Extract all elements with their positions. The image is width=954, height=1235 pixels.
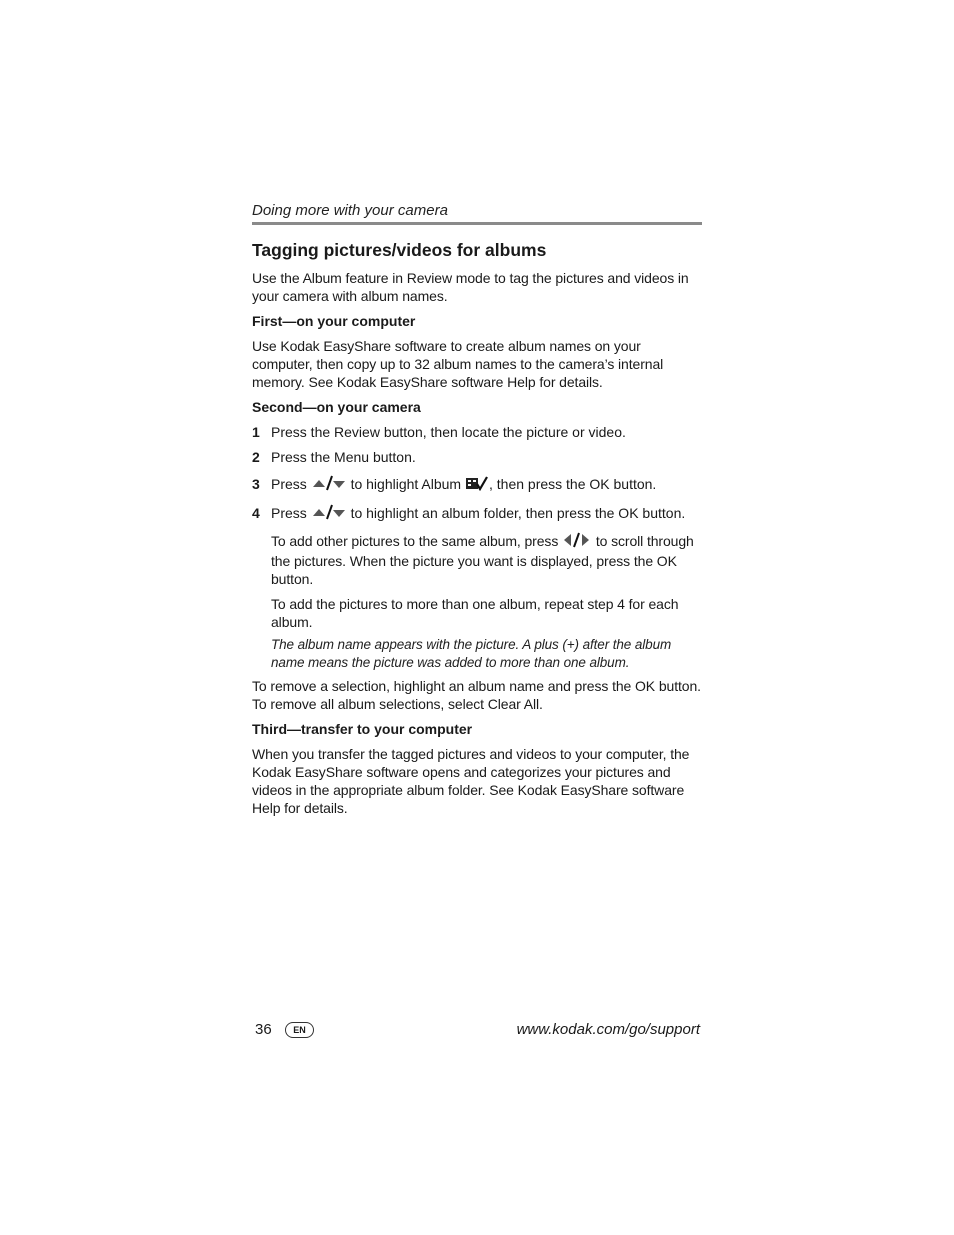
second-heading: Second—on your camera [252, 399, 421, 415]
first-heading: First—on your computer [252, 313, 416, 329]
step-4-sub-1 [252, 532, 704, 588]
support-url[interactable]: www.kodak.com/go/support [516, 1021, 700, 1038]
header-rule [252, 222, 702, 225]
section-title: Tagging pictures/videos for albums [252, 240, 547, 260]
third-heading: Third—transfer to your computer [252, 720, 473, 737]
running-head: Doing more with your camera [252, 202, 448, 219]
intro-paragraph: Use the Album feature in Review mode to tag the pictures and videos in your camera with album names. [252, 270, 689, 304]
step-4-note [252, 636, 704, 672]
sub-text-post: to scroll through the pictures. When the picture you want is displayed, press the OK button. [271, 532, 694, 587]
step-number: 3 [252, 476, 260, 492]
step-number: 4 [252, 504, 260, 521]
step-1 [252, 423, 704, 441]
step-number: 2 [252, 449, 260, 465]
sub-text-pre: To add other pictures to the same album, press [271, 532, 559, 549]
step-3 [252, 474, 704, 496]
third-body: When you transfer the tagged pictures and videos to your computer, the Kodak EasyShare software opens and categorizes your pictures and videos in the appropriate album folder. See Kodak EasyShare software Help for details. [252, 745, 690, 816]
step-text-pre: Press [271, 476, 307, 492]
step-4 [252, 503, 704, 525]
up-down-arrow-icon [311, 475, 347, 496]
page-number: 36 [255, 1021, 272, 1038]
up-down-arrow-icon [311, 504, 347, 525]
remove-paragraph: To remove a selection, highlight an album name and press the OK button. To remove all album selections, select Clear All. [252, 677, 701, 712]
left-right-arrow-icon [562, 532, 592, 552]
step-number: 1 [252, 424, 260, 440]
step-4-sub-2 [252, 595, 704, 631]
language-badge: EN [285, 1022, 314, 1038]
first-body: Use Kodak EasyShare software to create album names on your computer, then copy up to 32 album names to the camera’s internal memory. See Kodak EasyShare software Help for details. [252, 338, 664, 390]
step-text: Press the Review button, then locate the picture or video. [271, 424, 626, 440]
sub-text: To add the pictures to more than one album, repeat step 4 for each album. [271, 595, 679, 630]
step-text-post: , then press the OK button. [489, 476, 657, 492]
page-content [252, 240, 704, 817]
step-text: Press the Menu button. [271, 449, 416, 465]
step-text-pre: Press [271, 504, 307, 521]
album-icon [465, 475, 489, 496]
note-text: The album name appears with the picture. A plus (+) after the album name means the picture was added to more than one album. [271, 636, 672, 670]
step-text-mid: to highlight Album [350, 476, 462, 492]
step-text-post: to highlight an album folder, then press the OK button. [350, 504, 686, 521]
step-2 [252, 448, 704, 466]
